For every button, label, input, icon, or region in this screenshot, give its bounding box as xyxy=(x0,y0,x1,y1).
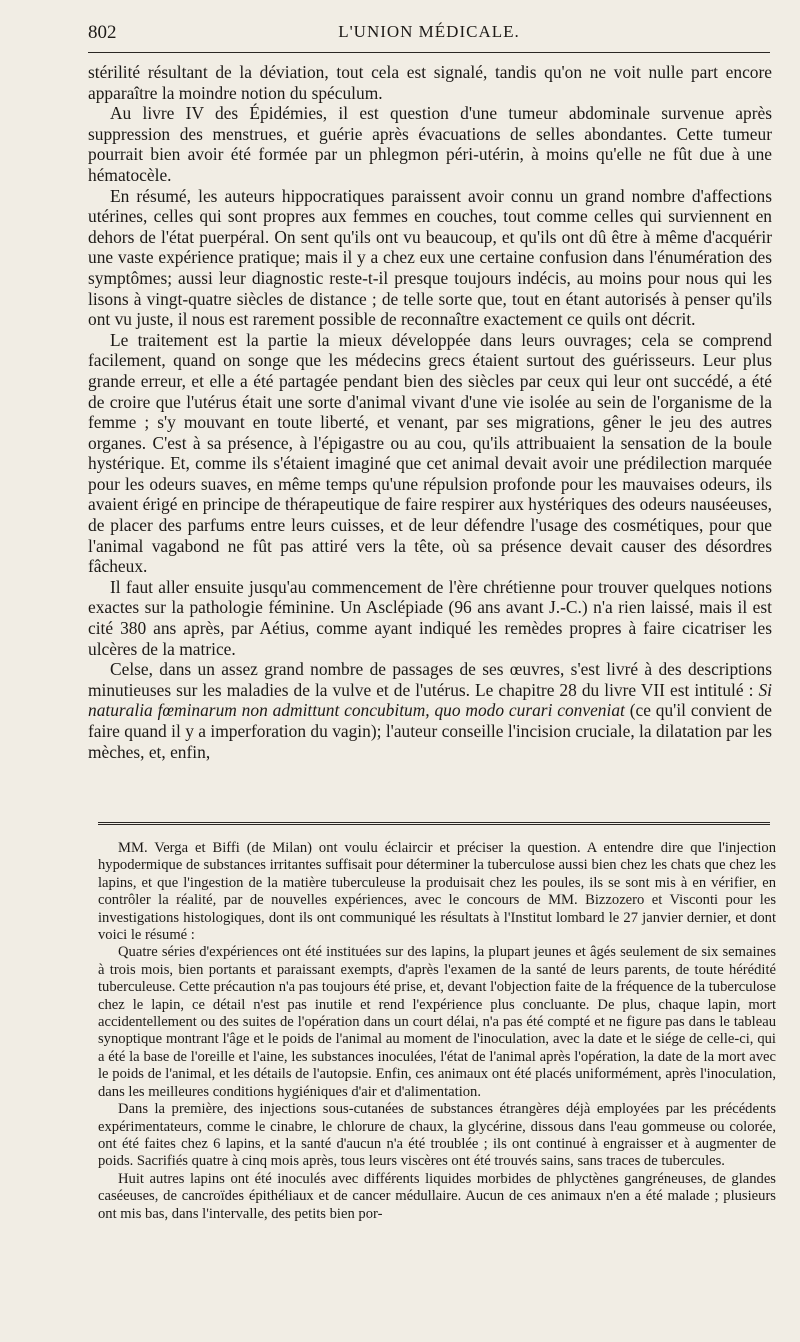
footnote-paragraph: Huit autres lapins ont été inoculés avec différents liquides morbides de phlyctènes gangréneuses, de glandes caséeuses, de cancroïdes épithéliaux et de cancer médullaire. Aucun de ces animaux n'en a été malade ; plusieurs ont mis bas, dans l'intervalle, des petits bien por- xyxy=(98,1170,776,1222)
main-text xyxy=(88,62,772,762)
paragraph: En résumé, les auteurs hippocratiques paraissent avoir connu un grand nombre d'affections utérines, celles qui sont propres aux femmes en couches, tout comme celles qui surviennent en dehors de l'état puerpéral. On sent qu'ils ont vu beaucoup, et qu'ils ont dû être à même d'acquérir une vaste expérience pratique; mais il y a chez eux une certaine confusion dans l'énumération des symptômes; aussi leur diagnostic reste-t-il presque toujours indécis, au moins pour nous qui les lisons à vingt-quatre siècles de distance ; de telle sorte que, tout en étant autorisés à penser qu'ils ont vu juste, il nous est rarement possible de reconnaître exactement ce quils ont décrit. xyxy=(88,185,772,330)
paragraph: Au livre IV des Épidémies, il est question d'une tumeur abdominale survenue après suppression des menstrues, et guérie après évacuations de selles abondantes. Cette tumeur pourrait bien avoir été formée par un phlegmon péri-utérin, à moins qu'elle ne fût due à une hématocèle. xyxy=(88,103,772,185)
running-title: L'UNION MÉDICALE. xyxy=(338,22,520,41)
page-number: 802 xyxy=(88,22,117,43)
footnote-text xyxy=(98,840,776,1223)
page-header xyxy=(88,22,770,46)
paragraph: Il faut aller ensuite jusqu'au commencement de l'ère chrétienne pour trouver quelques notions exactes sur la pathologie féminine. Un Asclépiade (96 ans avant J.-C.) n'a rien laissé, mais il est cité 380 ans après, par Aétius, comme ayant indiqué les remèdes propres à faire cicatriser les ulcères de la matrice. xyxy=(88,576,772,659)
footnote-paragraph: Quatre séries d'expériences ont été instituées sur des lapins, la plupart jeunes et âgés seulement de six semaines à trois mois, bien portants et paraissant exempts, d'après l'examen de la santé de leurs parents, de toute hérédité tuberculeuse. Cette précaution n'a pas toujours été prise, et, devant l'objection faite de la fréquence de la tuberculose chez le lapin, ce détail n'est pas inutile et rend l'expérience plus concluante. De plus, chaque lapin, mort accidentellement ou des suites de l'opération dans un court délai, n'a pas été compté et ne figure pas dans le tableau synoptique montrant l'âge et le poids de l'animal au moment de l'inoculation, avec la date et le siége de celle-ci, qui a été la base de l'oreille et l'aine, les substances inoculées, l'état de l'animal après l'opération, la date de la mort avec le poids de l'animal, et les détails de l'autopsie. Enfin, ces animaux ont été placés uniformément, après l'inoculation, dans les meilleures conditions hygiéniques d'air et d'alimentation. xyxy=(98,944,776,1100)
text-run: Celse, dans un assez grand nombre de passages de ses œuvres, s'est livré à des descriptions minutieuses sur les maladies de la vulve et de l'utérus. Le chapitre 28 du livre VII est intitulé : xyxy=(88,659,772,700)
paragraph: stérilité résultant de la déviation, tout cela est signalé, tandis qu'on ne voit nulle part encore apparaître la moindre notion du spéculum. xyxy=(88,62,772,103)
latin-title: Si naturalia fœminarum non admittunt concubitum, quo modo curari conveniat xyxy=(88,679,772,721)
footnote-rule xyxy=(98,822,770,827)
paragraph xyxy=(88,659,772,762)
footnote-paragraph: Dans la première, des injections sous-cutanées de substances étrangères déjà employées par les précédents expérimentateurs, comme le cinabre, le chlorure de chaux, la glycérine, dissous dans l'eau gommeuse ou colorée, ont été faites chez 6 lapins, et la santé d'aucun n'a été troublée ; ils ont continué à engraisser et à augmenter de poids. Sacrifiés quatre à cinq mois après, tous leurs viscères ont été trouvés sains, sans traces de tubercules. xyxy=(98,1101,776,1170)
footnote-paragraph: MM. Verga et Biffi (de Milan) ont voulu éclaircir et préciser la question. A entendre dire que l'injection hypodermique de substances irritantes suffisait pour déterminer la tuberculose aussi bien chez les chats que chez les lapins, et que l'ingestion de la matière tuberculeuse la produisait chez les poules, ils se sont mis à en vérifier, en contrôler la réalité, par de nouvelles expériences, avec le concours de MM. Bizzozero et Visconti pour les investigations histologiques, dont ils ont communiqué les résultats à l'Institut lombard le 27 janvier dernier, et dont voici le résumé : xyxy=(98,840,776,944)
text-run: (ce qu'il convient de faire quand il y a imperforation du vagin); l'auteur conseille l'incision cruciale, la dilatation par les mèches, et, enfin, xyxy=(88,700,772,762)
header-rule xyxy=(88,52,770,53)
paragraph: Le traitement est la partie la mieux développée dans leurs ouvrages; cela se comprend facilement, quand on songe que les médecins grecs étaient surtout des guérisseurs. Leur plus grande erreur, et elle a été partagée pendant bien des siècles par ceux qui leur ont succédé, a été de croire que l'utérus était une sorte d'animal vivant d'une vie isolée au sein de l'organisme de la femme ; s'y mouvant en toute liberté, et venant, par ses migrations, gêner le jeu des autres organes. C'est à sa présence, à l'épigastre ou au cou, qu'ils attribuaient la sensation de la boule hystérique. Et, comme ils s'étaient imaginé que cet animal devait avoir une prédilection marquée pour les odeurs suaves, en même temps qu'une répulsion profonde pour les mauvaises odeurs, ils avaient érigé en principe de thérapeutique de faire respirer aux hystériques des odeurs nauséeuses, de placer des parfums entre leurs cuisses, et de leur défendre l'usage des cosmétiques, pour que l'animal vagabond ne fût pas attiré vers la tête, où sa présence devait causer des désordres fâcheux. xyxy=(88,329,772,577)
